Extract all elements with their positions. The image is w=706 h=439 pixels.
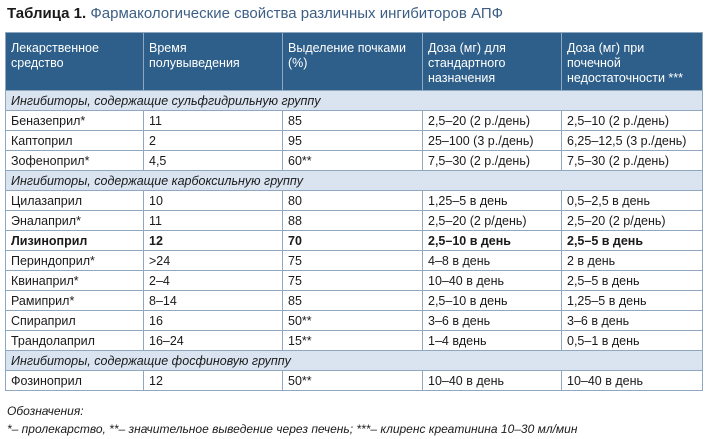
header-half-life: Время полувыведения [144,33,283,91]
cell-standard-dose: 25–100 (3 р./день) [423,131,562,151]
cell-standard-dose: 1–4 вдень [423,331,562,351]
cell-drug: Фозиноприл [6,371,144,391]
table-caption-label: Таблица 1. [7,5,87,22]
table-row [6,211,703,231]
cell-renal-excretion: 15** [283,331,423,351]
cell-renal-excretion: 88 [283,211,423,231]
cell-renal-excretion: 95 [283,131,423,151]
table-notes [7,402,577,438]
cell-drug: Каптоприл [6,131,144,151]
cell-standard-dose: 2,5–20 (2 р/день) [423,211,562,231]
notes-text: *– пролекарство, **– значительное выведение через печень; ***– клиренс креатинина 10–30 мл/мин [7,422,578,436]
cell-drug: Квинаприл* [6,271,144,291]
ace-inhibitors-table [5,32,703,391]
cell-renal-excretion: 80 [283,191,423,211]
cell-renal-failure-dose: 7,5–30 (2 р./день) [562,151,703,171]
header-renal-failure-dose: Доза (мг) при почечной недостаточности *** [562,33,703,91]
cell-half-life: 11 [144,211,283,231]
cell-drug: Беназеприл* [6,111,144,131]
cell-drug: Периндоприл* [6,251,144,271]
cell-standard-dose: 4–8 в день [423,251,562,271]
cell-renal-failure-dose: 3–6 в день [562,311,703,331]
cell-half-life: 16 [144,311,283,331]
table-row [6,291,703,311]
cell-half-life: 4,5 [144,151,283,171]
cell-half-life: 2–4 [144,271,283,291]
cell-half-life: 8–14 [144,291,283,311]
cell-standard-dose: 3–6 в день [423,311,562,331]
cell-renal-excretion: 60** [283,151,423,171]
cell-half-life: 10 [144,191,283,211]
cell-half-life: 11 [144,111,283,131]
cell-drug: Трандолаприл [6,331,144,351]
cell-renal-failure-dose: 10–40 в день [562,371,703,391]
table-row [6,251,703,271]
cell-renal-failure-dose: 1,25–5 в день [562,291,703,311]
cell-standard-dose: 10–40 в день [423,371,562,391]
table-row [6,111,703,131]
cell-renal-excretion: 75 [283,271,423,291]
header-renal-excretion: Выделение почками (%) [283,33,423,91]
cell-renal-failure-dose: 2,5–5 в день [562,231,703,251]
group-row [6,171,703,191]
cell-standard-dose: 10–40 в день [423,271,562,291]
cell-drug: Цилазаприл [6,191,144,211]
header-standard-dose: Доза (мг) для стандартного назначения [423,33,562,91]
cell-drug: Зофеноприл* [6,151,144,171]
group-row [6,351,703,371]
cell-standard-dose: 2,5–10 в день [423,231,562,251]
cell-renal-failure-dose: 2,5–5 в день [562,271,703,291]
cell-drug: Рамиприл* [6,291,144,311]
cell-renal-excretion: 50** [283,371,423,391]
group-label: Ингибиторы, содержащие фосфиновую группу [6,351,703,371]
group-row [6,91,703,111]
cell-half-life: 12 [144,371,283,391]
cell-renal-excretion: 75 [283,251,423,271]
cell-drug: Спираприл [6,311,144,331]
table-row [6,271,703,291]
table-row [6,371,703,391]
cell-half-life: >24 [144,251,283,271]
notes-heading: Обозначения: [7,404,84,418]
cell-half-life: 12 [144,231,283,251]
cell-renal-excretion: 85 [283,111,423,131]
table-row [6,131,703,151]
cell-renal-failure-dose: 2,5–10 (2 р./день) [562,111,703,131]
cell-standard-dose: 2,5–10 в день [423,291,562,311]
cell-standard-dose: 2,5–20 (2 р./день) [423,111,562,131]
table-row [6,191,703,211]
table-row [6,331,703,351]
table-row [6,231,703,251]
cell-renal-failure-dose: 6,25–12,5 (3 р./день) [562,131,703,151]
table-caption [7,5,503,22]
cell-drug: Эналаприл* [6,211,144,231]
cell-half-life: 16–24 [144,331,283,351]
header-drug: Лекарственное средство [6,33,144,91]
cell-renal-failure-dose: 0,5–1 в день [562,331,703,351]
cell-renal-failure-dose: 2,5–20 (2 р/день) [562,211,703,231]
cell-renal-excretion: 70 [283,231,423,251]
cell-standard-dose: 7,5–30 (2 р./день) [423,151,562,171]
cell-renal-excretion: 85 [283,291,423,311]
group-label: Ингибиторы, содержащие карбоксильную группу [6,171,703,191]
cell-drug: Лизиноприл [6,231,144,251]
cell-renal-failure-dose: 2 в день [562,251,703,271]
cell-renal-failure-dose: 0,5–2,5 в день [562,191,703,211]
cell-renal-excretion: 50** [283,311,423,331]
group-label: Ингибиторы, содержащие сульфгидрильную группу [6,91,703,111]
table-body [6,91,703,391]
cell-half-life: 2 [144,131,283,151]
table-row [6,151,703,171]
table-row [6,311,703,331]
cell-standard-dose: 1,25–5 в день [423,191,562,211]
table-caption-text: Фармакологические свойства различных ингибиторов АПФ [90,5,504,22]
table-header-row [6,33,703,91]
